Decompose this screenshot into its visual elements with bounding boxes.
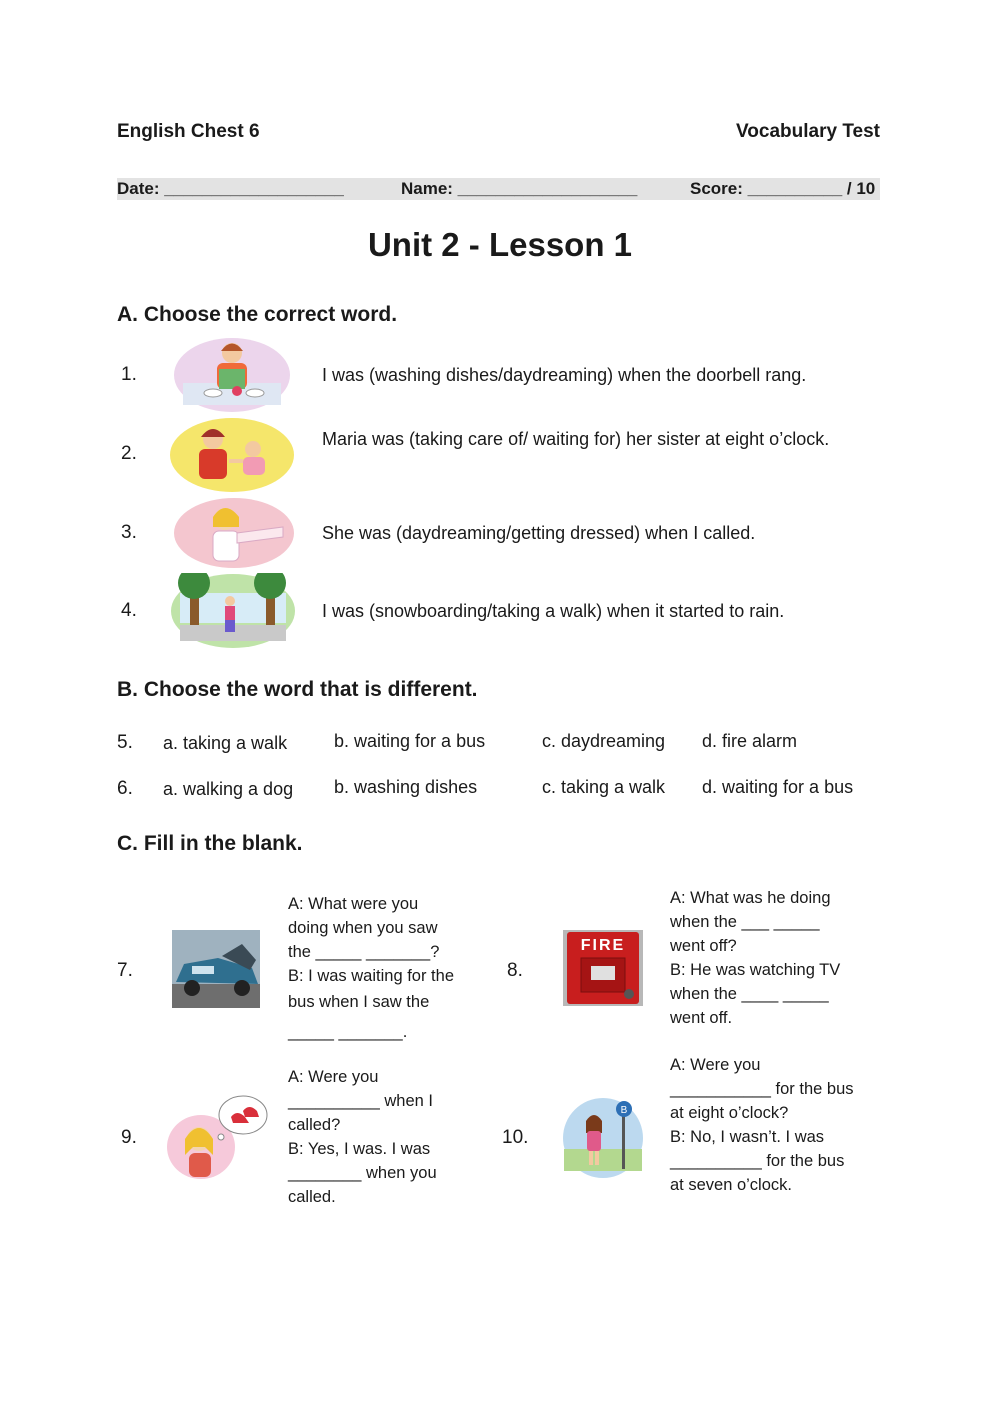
dialogue-line: at eight o’clock? xyxy=(670,1104,789,1122)
section-b-heading: B. Choose the word that is different. xyxy=(117,678,478,701)
option-d: d. waiting for a bus xyxy=(702,777,854,797)
course-title: English Chest 6 xyxy=(117,121,260,142)
dialogue-line: when the ___ _____ xyxy=(670,913,820,931)
svg-text:B: B xyxy=(620,1105,628,1116)
fire-alarm-icon xyxy=(563,930,643,1006)
dialogue-line: __________ when I xyxy=(288,1092,433,1110)
info-bar xyxy=(117,178,880,200)
name-field: Name: ___________________ xyxy=(401,179,638,198)
car-accident-icon xyxy=(172,930,260,1008)
dialogue-line: called? xyxy=(288,1116,341,1134)
dialogue-line: the _____ _______? xyxy=(288,943,440,961)
daydreaming-icon xyxy=(165,1095,269,1181)
fire-label: FIRE xyxy=(580,937,626,954)
question-number: 7. xyxy=(117,960,133,981)
option-a: a. walking a dog xyxy=(163,779,294,799)
option-c: c. taking a walk xyxy=(542,777,666,797)
getting-dressed-icon xyxy=(173,497,295,569)
dialogue-line: A: Were you xyxy=(288,1068,379,1086)
dialogue-line: _____ _______. xyxy=(288,1023,408,1041)
question-text: Maria was (taking care of/ waiting for) her sister at eight o’clock. xyxy=(322,429,830,449)
dialogue xyxy=(670,886,880,1030)
dialogue xyxy=(288,892,488,1044)
question-number: 5. xyxy=(117,732,133,753)
section-a-heading: A. Choose the correct word. xyxy=(117,303,398,326)
score-field: Score: __________ / 10 xyxy=(690,179,876,198)
question-number: 9. xyxy=(121,1127,137,1148)
bus-stop-icon xyxy=(562,1097,644,1179)
section-c-heading: C. Fill in the blank. xyxy=(117,832,303,855)
option-d: d. fire alarm xyxy=(702,731,798,751)
question-text: She was (daydreaming/getting dressed) when I called. xyxy=(322,523,756,543)
question-number: 6. xyxy=(117,778,133,799)
option-b: b. washing dishes xyxy=(334,777,478,797)
option-c: c. daydreaming xyxy=(542,731,666,751)
question-number: 8. xyxy=(507,960,523,981)
dialogue-line: B: I was waiting for the xyxy=(288,967,454,985)
page-title: Unit 2 - Lesson 1 xyxy=(367,226,633,263)
dialogue xyxy=(670,1053,885,1197)
question-number: 10. xyxy=(502,1127,529,1148)
date-field: Date: ___________________ xyxy=(117,179,344,198)
dialogue-line: B: He was watching TV xyxy=(670,961,841,979)
dialogue-line: doing when you saw xyxy=(288,919,438,937)
taking-walk-icon xyxy=(170,573,296,649)
dialogue-line: ___________ for the bus xyxy=(670,1080,854,1098)
dialogue xyxy=(288,1065,488,1209)
dialogue-line: when the ____ _____ xyxy=(670,985,829,1003)
question-text: I was (washing dishes/daydreaming) when the doorbell rang. xyxy=(322,365,807,385)
dialogue-line: B: No, I wasn’t. I was xyxy=(670,1128,825,1146)
dialogue-line: called. xyxy=(288,1188,336,1206)
option-a: a. taking a walk xyxy=(163,733,288,753)
dialogue-line: went off. xyxy=(670,1009,733,1027)
dialogue-line: ________ when you xyxy=(288,1164,437,1182)
dialogue-line: at seven o’clock. xyxy=(670,1176,792,1194)
washing-dishes-icon xyxy=(173,337,291,413)
dialogue-line: __________ for the bus xyxy=(670,1152,845,1170)
question-number: 3. xyxy=(121,522,137,543)
dialogue-line: A: What were you xyxy=(288,895,419,913)
dialogue-line: bus when I saw the xyxy=(288,993,430,1011)
dialogue-line: B: Yes, I was. I was xyxy=(288,1140,431,1158)
test-type: Vocabulary Test xyxy=(736,121,880,142)
option-b: b. waiting for a bus xyxy=(334,731,486,751)
question-number: 4. xyxy=(121,600,137,621)
question-number: 1. xyxy=(121,364,137,385)
babysitting-icon xyxy=(169,417,296,493)
dialogue-line: A: What was he doing xyxy=(670,889,831,907)
question-text: I was (snowboarding/taking a walk) when it started to rain. xyxy=(322,601,785,621)
dialogue-line: went off? xyxy=(670,937,737,955)
question-number: 2. xyxy=(121,443,137,464)
dialogue-line: A: Were you xyxy=(670,1056,761,1074)
